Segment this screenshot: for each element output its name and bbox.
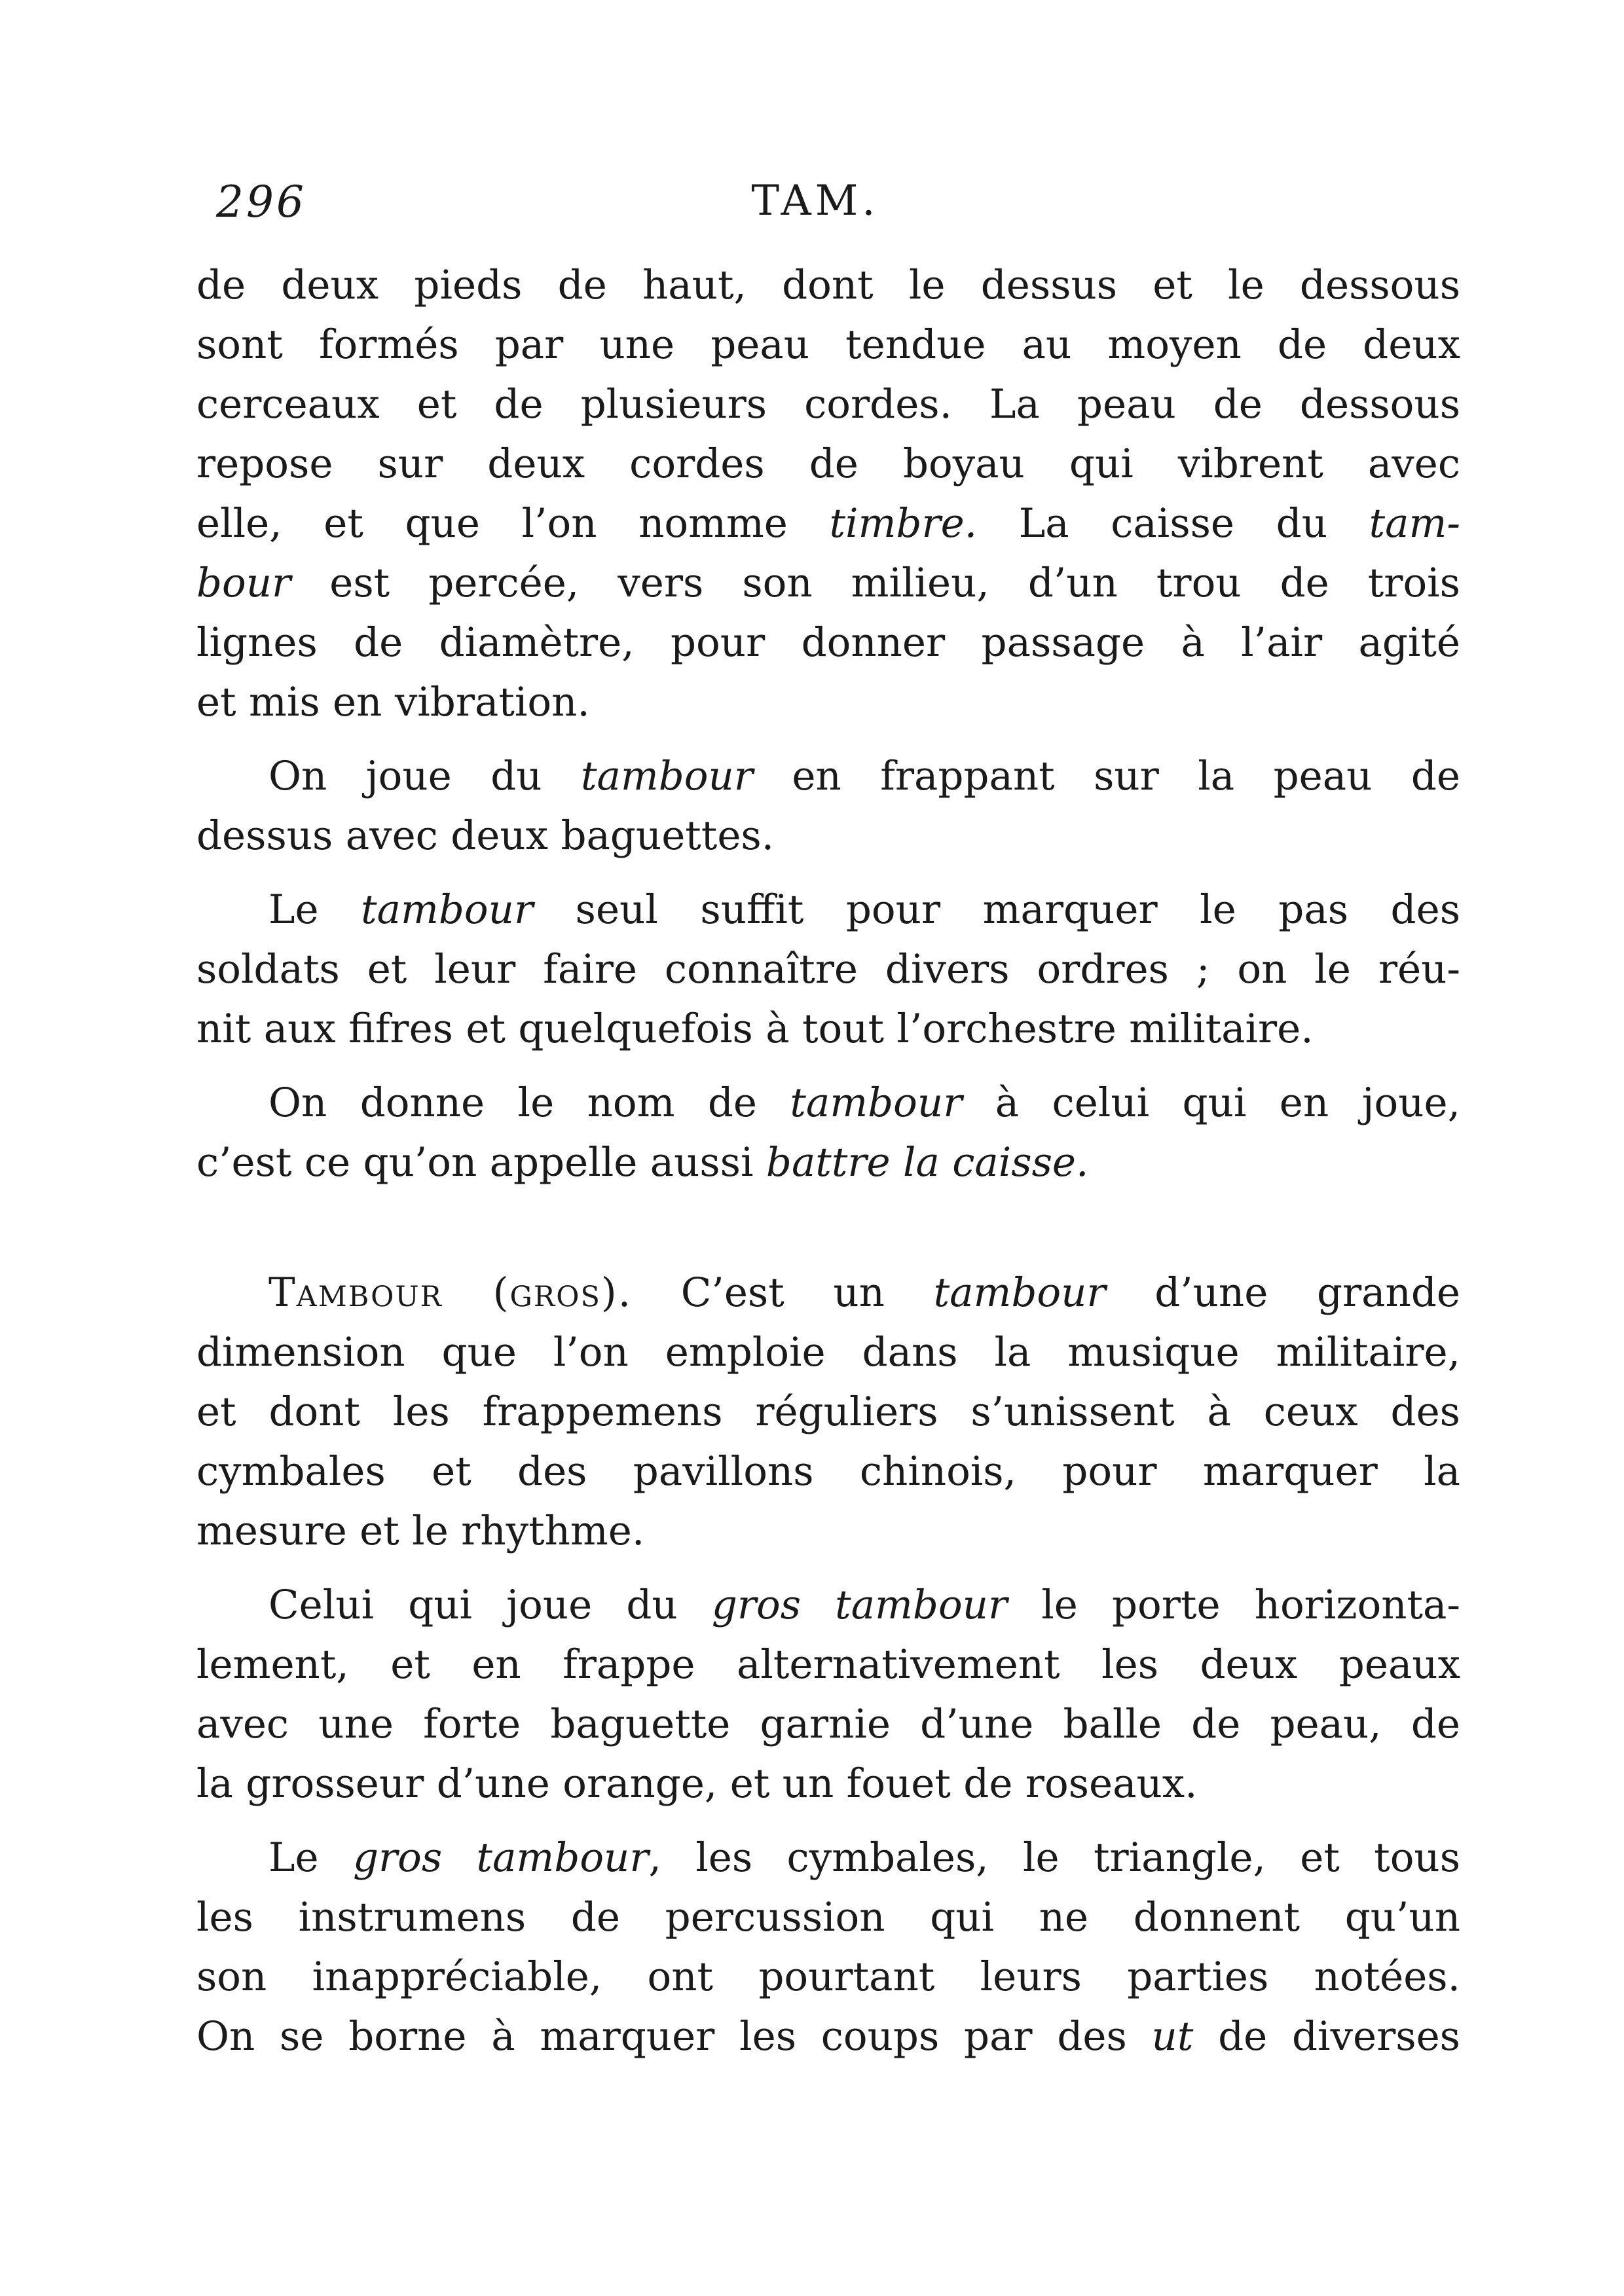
body-text	[196, 255, 1460, 2066]
text-line: Celui qui joue du gros tambour le porte horizonta-	[268, 1582, 1460, 1628]
italic-term: timbre.	[829, 500, 978, 547]
text-line: lement, et en frappe alternativement les deux peaux	[196, 1641, 1460, 1688]
paragraph	[196, 746, 1460, 866]
text-line: Le tambour seul suffit pour marquer le pas des	[268, 886, 1460, 933]
text-line: On se borne à marquer les coups par des ut de diverses	[196, 2013, 1460, 2060]
text-line: et mis en vibration.	[196, 679, 590, 725]
text-line: de deux pieds de haut, dont le dessus et le dessous	[196, 262, 1460, 308]
text-line: soldats et leur faire connaître divers ordres ; on le réu-	[196, 946, 1460, 993]
italic-term: tambour	[790, 1080, 963, 1126]
page-number: 296	[216, 177, 306, 227]
running-head	[216, 177, 1414, 249]
paragraph	[196, 1575, 1460, 1813]
text-line: On joue du tambour en frappant sur la peau de	[268, 753, 1460, 799]
text-line: cymbales et des pavillons chinois, pour marquer la	[196, 1448, 1460, 1495]
italic-term: battre la caisse.	[766, 1139, 1089, 1186]
text-line: Le gros tambour, les cymbales, le triangle, et tous	[268, 1834, 1461, 1881]
italic-term: tambour	[581, 753, 753, 799]
italic-term: ut	[1151, 2013, 1194, 2060]
paragraph	[196, 255, 1460, 732]
header-title: TAM.	[751, 177, 879, 225]
text-line: lignes de diamètre, pour donner passage à l’air agité	[196, 619, 1460, 666]
text-line: sont formés par une peau tendue au moyen de deux	[196, 321, 1460, 368]
italic-term: gros tambour	[352, 1834, 649, 1881]
italic-term: tambour	[361, 886, 534, 933]
italic-term: tam-	[1369, 500, 1460, 547]
text-line: bour est percée, vers son milieu, d’un trou de trois	[196, 560, 1460, 606]
text-line: On donne le nom de tambour à celui qui en joue,	[268, 1080, 1460, 1126]
text-line: et dont les frappemens réguliers s’unissent à ceux des	[196, 1389, 1460, 1435]
text-line: elle, et que l’on nomme timbre. La caisse du tam-	[196, 500, 1460, 547]
italic-term: tambour	[933, 1269, 1106, 1316]
italic-term: gros tambour	[711, 1582, 1008, 1628]
text-line: mesure et le rhythme.	[196, 1508, 645, 1554]
text-line: avec une forte baguette garnie d’une balle de peau, de	[196, 1701, 1460, 1747]
paragraph	[196, 1073, 1460, 1192]
text-line: les instrumens de percussion qui ne donnent qu’un	[196, 1894, 1460, 1941]
paragraph	[196, 1828, 1460, 2066]
text-line: la grosseur d’une orange, et un fouet de roseaux.	[196, 1760, 1198, 1807]
text-line: Tambour (gros). C’est un tambour d’une grande	[268, 1269, 1460, 1316]
italic-term: bour	[196, 560, 291, 606]
text-line: nit aux fifres et quelquefois à tout l’orchestre militaire.	[196, 1006, 1314, 1052]
text-line: dessus avec deux baguettes.	[196, 812, 775, 859]
paragraph	[196, 880, 1460, 1059]
text-line: repose sur deux cordes de boyau qui vibrent avec	[196, 441, 1460, 487]
text-line: cerceaux et de plusieurs cordes. La peau de dessous	[196, 381, 1460, 428]
dictionary-entry	[196, 1263, 1460, 1561]
text-line: dimension que l’on emploie dans la musique militaire,	[196, 1329, 1460, 1376]
text-line: son inappréciable, ont pourtant leurs parties notées.	[196, 1954, 1460, 2000]
entry-headword: Tambour (gros).	[268, 1269, 633, 1316]
text-line: c’est ce qu’on appelle aussi battre la caisse.	[196, 1139, 1089, 1186]
